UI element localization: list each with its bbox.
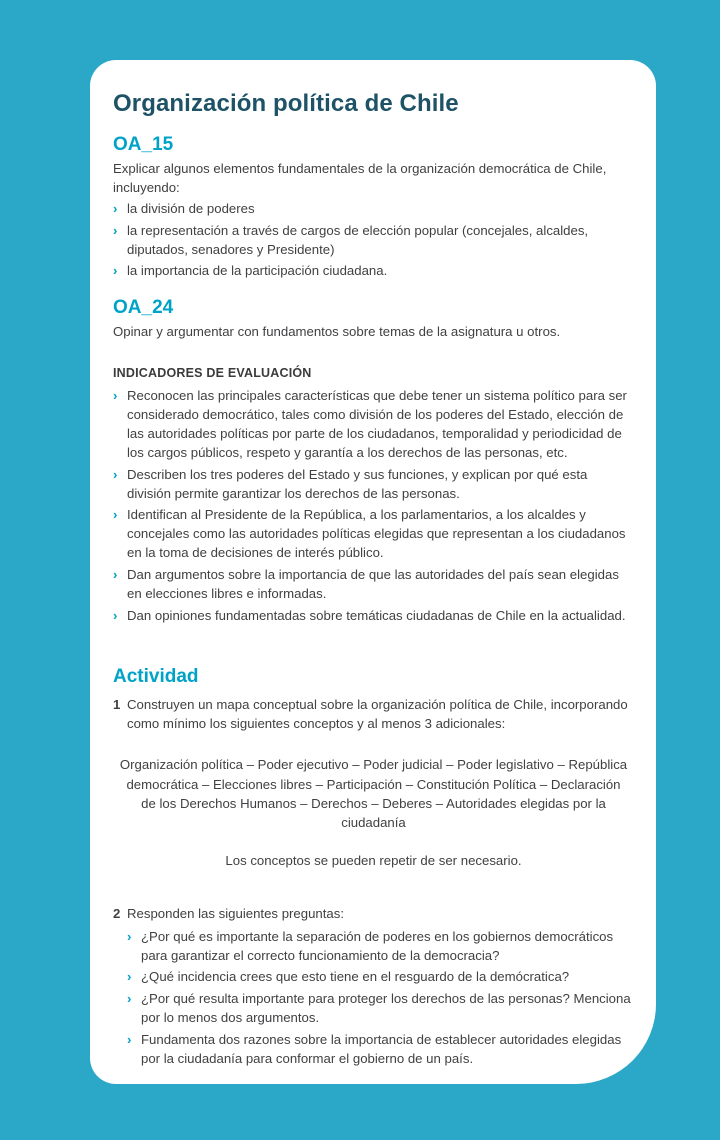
item-number: 2 (113, 905, 121, 921)
bullet-marker-icon: › (127, 928, 132, 944)
bullet-marker-icon: › (113, 607, 118, 623)
concepts-note: Los conceptos se pueden repetir de ser necesario. (225, 852, 522, 868)
concepts-block: Organización política – Poder ejecutivo – Poder judicial – Poder legislativo – República democrática – Elecciones libres – Participación – Constitución Política – Declaración de los Derechos Humanos – Derechos – Deberes – Autoridades elegidas por la ciudadanía (119, 757, 628, 830)
list-item (127, 990, 634, 1028)
bullet-marker-icon: › (127, 991, 132, 1007)
oa15-bullet-list (113, 200, 634, 282)
bullet-marker-icon: › (127, 1032, 132, 1048)
bullet-text: Identifican al Presidente de la República, a los parlamentarios, a los alcaldes y concejales como las autoridades políticas elegidas que representan a los ciudadanos en la toma de decisiones de interés público. (127, 507, 626, 561)
bullet-marker-icon: › (127, 969, 132, 985)
list-item (127, 1031, 634, 1069)
oa24-text: Opinar y argumentar con fundamentos sobre temas de la asignatura u otros. (113, 324, 561, 340)
activity-item-2 (113, 905, 634, 924)
section-heading-actividad: Actividad (113, 665, 199, 687)
list-item (113, 387, 634, 463)
question-text: ¿Por qué resulta importante para proteger los derechos de las personas? Menciona por lo menos dos argumentos. (141, 991, 631, 1026)
bullet-marker-icon: › (113, 263, 118, 279)
bullet-text: la importancia de la participación ciudadana. (127, 263, 388, 279)
bullet-text: Dan argumentos sobre la importancia de que las autoridades del país sean elegidas en elecciones libres e informadas. (127, 567, 619, 601)
questions-list (127, 928, 634, 1069)
activity-item-1 (113, 696, 634, 734)
item-text: Responden las siguientes preguntas: (127, 905, 345, 921)
list-item (113, 506, 634, 563)
bullet-text: Dan opiniones fundamentadas sobre temáticas ciudadanas de Chile en la actualidad. (127, 607, 626, 623)
list-item (127, 968, 634, 987)
bullet-marker-icon: › (113, 200, 118, 216)
bullet-text: la división de poderes (127, 200, 255, 216)
list-item (113, 200, 634, 219)
indicators-heading: INDICADORES DE EVALUACIÓN (113, 366, 312, 381)
list-item (127, 928, 634, 966)
question-text: ¿Qué incidencia crees que esto tiene en el resguardo de la demócratica? (141, 969, 570, 985)
bullet-marker-icon: › (113, 222, 118, 238)
item-text: Construyen un mapa conceptual sobre la organización política de Chile, incorporando como mínimo los siguientes conceptos y al menos 3 adicionales: (127, 696, 628, 731)
bullet-text: Reconocen las principales características que debe tener un sistema político para ser considerado democrático, tales como división de los poderes del Estado, elección de las autoridades políticas por parte de los ciudadanos, temporalidad y periodicidad de los cargos públicos, respeto y garantía a los derechos de las personas, etc. (127, 388, 627, 460)
list-item (113, 466, 634, 504)
bullet-text: Describen los tres poderes del Estado y sus funciones, y explican por qué esta división permite garantizar los derechos de las personas. (127, 466, 588, 501)
bullet-marker-icon: › (113, 507, 118, 523)
list-item (113, 222, 634, 260)
section-heading-oa15: OA_15 (113, 134, 174, 155)
section-heading-oa24: OA_24 (113, 297, 174, 319)
bullet-marker-icon: › (113, 567, 118, 582)
bullet-text: la representación a través de cargos de elección popular (concejales, alcaldes, diputados, senadores y Presidente) (127, 222, 589, 257)
activity-item-2-wrap (113, 905, 634, 1069)
question-text: Fundamenta dos razones sobre la importancia de establecer autoridades elegidas por la ciudadanía para conformar el gobierno de un país. (141, 1032, 622, 1066)
page-title: Organización política de Chile (113, 90, 459, 117)
question-text: ¿Por qué es importante la separación de poderes en los gobiernos democráticos para garantizar el correcto funcionamiento de la democracia? (141, 928, 614, 963)
oa15-intro: Explicar algunos elementos fundamentales de la organización democrática de Chile, incluyendo: (113, 161, 607, 195)
item-number: 1 (113, 696, 121, 712)
bullet-marker-icon: › (113, 466, 118, 482)
bullet-marker-icon: › (113, 388, 118, 404)
content-card (90, 60, 656, 1084)
list-item (113, 607, 634, 626)
indicators-bullet-list (113, 387, 634, 626)
list-item (113, 262, 634, 281)
list-item (113, 566, 634, 604)
